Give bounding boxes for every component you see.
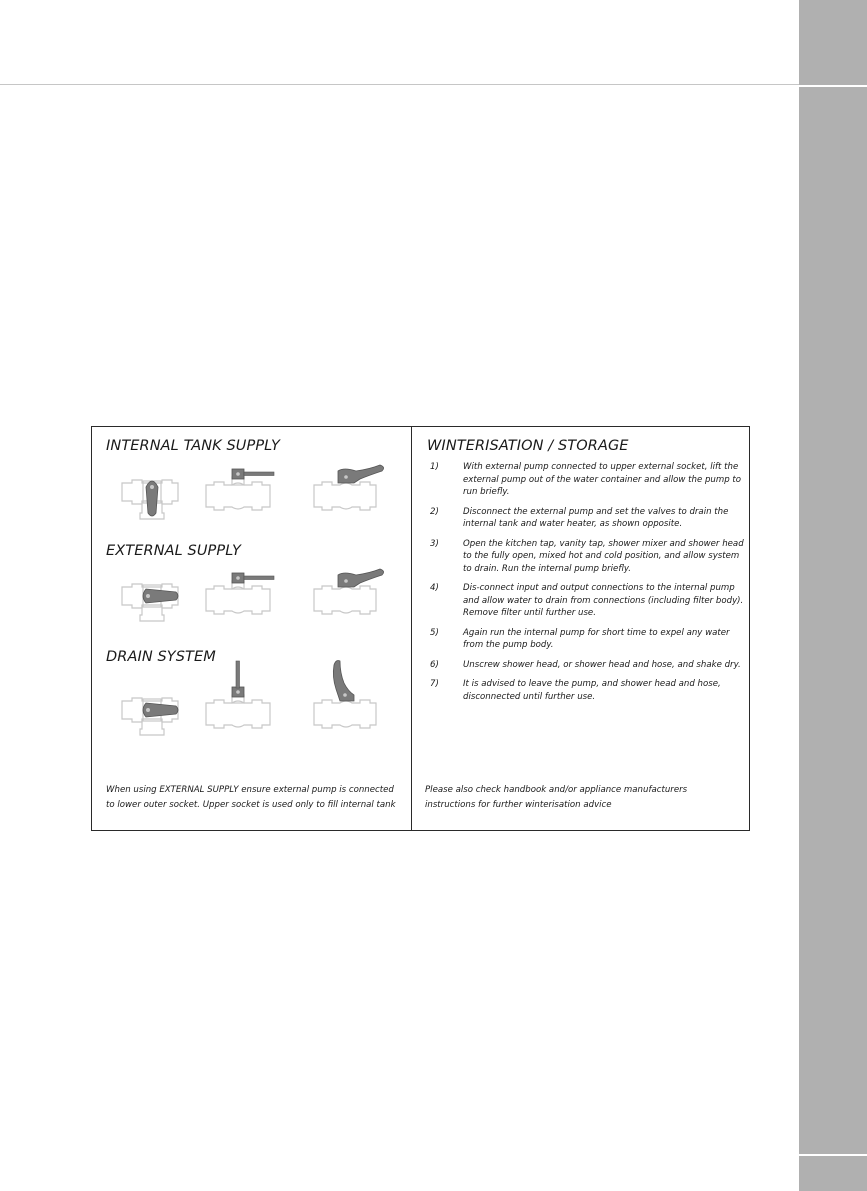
drain-system-valves	[114, 661, 399, 753]
list-item	[430, 627, 748, 652]
step-text: Dis-connect input and output connections to the internal pump and allow water to drain from connections (including filter body). Remove filter until further use.	[463, 583, 744, 618]
step-number: 6)	[430, 659, 439, 670]
lever-valve-icon	[314, 482, 376, 510]
list-item	[430, 461, 748, 499]
two-way-valve-icon	[206, 695, 270, 728]
step-text: Again run the internal pump for short time to expel any water from the pump body.	[463, 627, 730, 650]
external-supply-note: When using EXTERNAL SUPPLY ensure external pump is connected to lower outer socket. Upper socket is used only to fill internal tank	[106, 785, 396, 810]
step-text: Unscrew shower head, or shower head and hose, and shake dry.	[463, 659, 741, 670]
curved-lever-icon	[338, 569, 384, 587]
list-item	[430, 538, 748, 576]
list-item	[430, 659, 748, 672]
side-tab-divider	[799, 1154, 867, 1156]
valve-positions-column	[92, 427, 411, 830]
two-way-valve-icon	[206, 477, 270, 510]
step-number: 4)	[430, 583, 439, 593]
winterisation-heading: WINTERISATION / STORAGE	[427, 438, 629, 454]
list-item	[430, 506, 748, 531]
two-way-valve-icon	[206, 581, 270, 614]
step-number: 5)	[430, 627, 439, 638]
step-number: 7)	[430, 679, 439, 689]
list-item	[430, 582, 748, 620]
step-text: Open the kitchen tap, vanity tap, shower mixer and shower head to the fully open, mixed hot and cold position, and allow system to drain. Run the internal pump briefly.	[463, 538, 744, 574]
step-number: 2)	[430, 506, 439, 517]
curved-lever-icon	[338, 465, 384, 483]
step-text: With external pump connected to upper external socket, lift the external pump out of the water container and allow the pump to run briefly.	[463, 462, 742, 497]
internal-supply-valves	[114, 463, 399, 533]
step-text: It is advised to leave the pump, and shower head and hose, disconnected until further use.	[463, 679, 721, 702]
header-rule	[0, 84, 799, 85]
step-number: 1)	[430, 462, 439, 472]
lever-valve-icon	[314, 586, 376, 614]
valve-instructions-panel	[91, 426, 750, 831]
step-number: 3)	[430, 538, 439, 549]
external-supply-valves	[114, 567, 399, 637]
list-item	[430, 678, 748, 703]
step-text: Disconnect the external pump and set the valves to drain the internal tank and water heater, as shown opposite.	[463, 506, 729, 529]
side-tab	[799, 0, 867, 1191]
winterisation-column	[412, 427, 749, 830]
lever-valve-icon	[314, 700, 376, 728]
internal-tank-supply-heading: INTERNAL TANK SUPPLY	[106, 438, 280, 454]
external-supply-heading: EXTERNAL SUPPLY	[106, 543, 241, 559]
side-tab-divider	[799, 85, 867, 87]
winterisation-note: Please also check handbook and/or appliance manufacturers instructions for further winterisation advice	[425, 785, 688, 810]
winterisation-steps	[430, 461, 748, 710]
drain-system-heading: DRAIN SYSTEM	[106, 649, 216, 665]
